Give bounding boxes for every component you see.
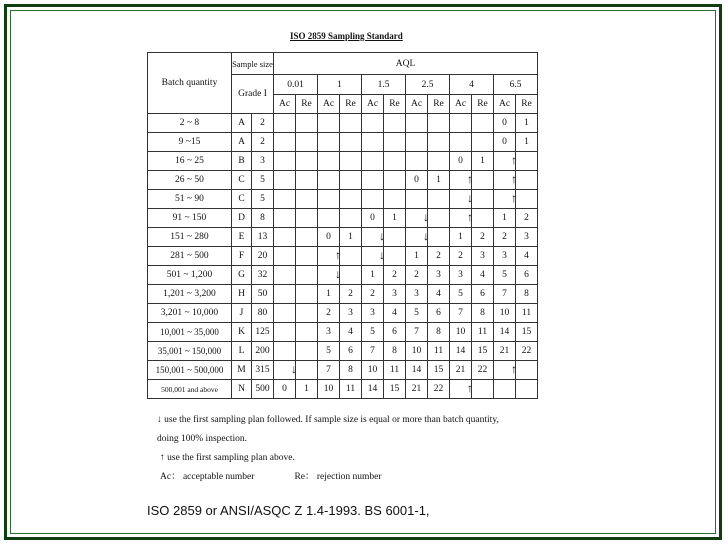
ac-cell bbox=[318, 114, 340, 133]
ac-cell bbox=[494, 152, 516, 171]
sample-size-cell: 315 bbox=[252, 361, 274, 380]
header-batch-quantity: Batch quantity bbox=[148, 53, 232, 114]
re-cell: 1 bbox=[516, 133, 538, 152]
re-cell: 2 bbox=[340, 285, 362, 304]
header-re: Re bbox=[384, 95, 406, 114]
ac-cell bbox=[406, 190, 428, 209]
re-cell: 1 bbox=[428, 171, 450, 190]
re-cell: 15 bbox=[428, 361, 450, 380]
re-cell: 3 bbox=[340, 304, 362, 323]
sample-size-cell: 80 bbox=[252, 304, 274, 323]
sample-code-cell: J bbox=[232, 304, 252, 323]
sample-size-cell: 500 bbox=[252, 380, 274, 399]
ac-cell: 1 bbox=[450, 228, 472, 247]
aql-level: 4 bbox=[450, 75, 494, 95]
ac-cell bbox=[494, 361, 516, 380]
footer-reference: ISO 2859 or ANSI/ASQC Z 1.4-1993. BS 6001-1, bbox=[147, 503, 430, 518]
ac-cell bbox=[274, 209, 296, 228]
ac-cell bbox=[362, 152, 384, 171]
batch-quantity-cell: 1,201 ~ 3,200 bbox=[148, 285, 232, 304]
re-cell: 11 bbox=[472, 323, 494, 342]
table-row bbox=[148, 323, 538, 342]
batch-quantity-cell: 16 ~ 25 bbox=[148, 152, 232, 171]
re-cell: 2 bbox=[384, 266, 406, 285]
re-cell bbox=[296, 342, 318, 361]
table-row bbox=[148, 171, 538, 190]
re-cell: 1 bbox=[384, 209, 406, 228]
sample-size-cell: 125 bbox=[252, 323, 274, 342]
re-cell bbox=[516, 171, 538, 190]
re-cell bbox=[516, 361, 538, 380]
header-ac: Ac bbox=[406, 95, 428, 114]
re-definition: Re： rejection number bbox=[294, 472, 382, 482]
ac-cell: 5 bbox=[494, 266, 516, 285]
re-cell: 2 bbox=[472, 228, 494, 247]
header-ac: Ac bbox=[274, 95, 296, 114]
table-row bbox=[148, 342, 538, 361]
ac-cell bbox=[494, 190, 516, 209]
re-cell bbox=[516, 190, 538, 209]
re-cell: 6 bbox=[516, 266, 538, 285]
ac-cell: 2 bbox=[406, 266, 428, 285]
re-cell bbox=[340, 133, 362, 152]
re-cell bbox=[472, 209, 494, 228]
re-cell bbox=[384, 228, 406, 247]
sample-size-cell: 50 bbox=[252, 285, 274, 304]
sample-size-cell: 20 bbox=[252, 247, 274, 266]
re-cell bbox=[428, 228, 450, 247]
ac-cell bbox=[450, 171, 472, 190]
up-arrow-icon: ↑ bbox=[511, 362, 517, 376]
up-arrow-icon: ↑ bbox=[467, 172, 473, 186]
re-cell bbox=[296, 190, 318, 209]
re-cell: 4 bbox=[472, 266, 494, 285]
re-cell: 4 bbox=[428, 285, 450, 304]
re-cell bbox=[340, 114, 362, 133]
ac-cell bbox=[450, 209, 472, 228]
ac-cell bbox=[274, 114, 296, 133]
sample-code-cell: B bbox=[232, 152, 252, 171]
ac-cell: 3 bbox=[362, 304, 384, 323]
re-cell: 1 bbox=[296, 380, 318, 399]
up-arrow-icon: ↑ bbox=[511, 153, 517, 167]
ac-definition: Ac： acceptable number bbox=[160, 472, 255, 482]
re-cell: 22 bbox=[516, 342, 538, 361]
sample-code-cell: G bbox=[232, 266, 252, 285]
ac-cell: 2 bbox=[494, 228, 516, 247]
sample-size-cell: 200 bbox=[252, 342, 274, 361]
batch-quantity-cell: 9 ~15 bbox=[148, 133, 232, 152]
ac-cell: 1 bbox=[494, 209, 516, 228]
sample-code-cell: H bbox=[232, 285, 252, 304]
re-cell: 8 bbox=[428, 323, 450, 342]
re-cell bbox=[384, 114, 406, 133]
ac-cell: 7 bbox=[406, 323, 428, 342]
ac-cell bbox=[450, 133, 472, 152]
ac-cell: 21 bbox=[450, 361, 472, 380]
re-cell bbox=[516, 152, 538, 171]
re-cell bbox=[472, 190, 494, 209]
re-cell bbox=[472, 133, 494, 152]
note-down-arrow-cont: doing 100% inspection. bbox=[157, 434, 247, 444]
re-cell bbox=[296, 133, 318, 152]
re-cell bbox=[340, 171, 362, 190]
ac-cell: 14 bbox=[450, 342, 472, 361]
ac-cell: 2 bbox=[362, 285, 384, 304]
ac-cell bbox=[318, 266, 340, 285]
table-row bbox=[148, 247, 538, 266]
ac-cell: 10 bbox=[362, 361, 384, 380]
re-cell bbox=[384, 171, 406, 190]
sample-code-cell: A bbox=[232, 133, 252, 152]
header-ac: Ac bbox=[362, 95, 384, 114]
re-cell: 8 bbox=[384, 342, 406, 361]
header-re: Re bbox=[472, 95, 494, 114]
sample-code-cell: N bbox=[232, 380, 252, 399]
ac-cell: 5 bbox=[318, 342, 340, 361]
ac-cell bbox=[406, 133, 428, 152]
ac-cell bbox=[494, 380, 516, 399]
ac-cell: 0 bbox=[406, 171, 428, 190]
re-cell: 8 bbox=[516, 285, 538, 304]
ac-cell bbox=[274, 247, 296, 266]
ac-cell: 0 bbox=[362, 209, 384, 228]
sample-size-cell: 3 bbox=[252, 152, 274, 171]
down-arrow-icon: ↓ bbox=[379, 248, 385, 262]
re-cell bbox=[428, 152, 450, 171]
ac-cell: 0 bbox=[318, 228, 340, 247]
ac-cell bbox=[362, 247, 384, 266]
re-cell: 1 bbox=[472, 152, 494, 171]
sample-code-cell: C bbox=[232, 190, 252, 209]
batch-quantity-cell: 2 ~ 8 bbox=[148, 114, 232, 133]
re-cell: 8 bbox=[340, 361, 362, 380]
sample-size-cell: 32 bbox=[252, 266, 274, 285]
aql-level: 1 bbox=[318, 75, 362, 95]
ac-cell: 2 bbox=[450, 247, 472, 266]
re-cell: 3 bbox=[472, 247, 494, 266]
ac-cell bbox=[274, 342, 296, 361]
batch-quantity-cell: 281 ~ 500 bbox=[148, 247, 232, 266]
re-cell bbox=[296, 266, 318, 285]
ac-cell bbox=[318, 133, 340, 152]
ac-cell bbox=[318, 247, 340, 266]
ac-cell: 10 bbox=[494, 304, 516, 323]
re-cell bbox=[428, 209, 450, 228]
sample-code-cell: K bbox=[232, 323, 252, 342]
ac-cell bbox=[318, 190, 340, 209]
re-cell: 1 bbox=[340, 228, 362, 247]
re-cell: 8 bbox=[472, 304, 494, 323]
re-cell bbox=[384, 247, 406, 266]
re-cell: 4 bbox=[516, 247, 538, 266]
table-row bbox=[148, 133, 538, 152]
ac-cell bbox=[362, 190, 384, 209]
aql-level: 1.5 bbox=[362, 75, 406, 95]
sample-size-cell: 5 bbox=[252, 171, 274, 190]
sampling-table bbox=[147, 52, 538, 399]
down-arrow-icon: ↓ bbox=[423, 210, 429, 224]
batch-quantity-cell: 26 ~ 50 bbox=[148, 171, 232, 190]
ac-cell bbox=[362, 171, 384, 190]
up-arrow-icon: ↑ bbox=[335, 248, 341, 262]
sample-code-cell: A bbox=[232, 114, 252, 133]
aql-level: 0.01 bbox=[274, 75, 318, 95]
ac-cell: 2 bbox=[318, 304, 340, 323]
re-cell bbox=[428, 114, 450, 133]
re-cell bbox=[384, 133, 406, 152]
ac-cell: 7 bbox=[450, 304, 472, 323]
re-cell: 3 bbox=[384, 285, 406, 304]
down-arrow-icon: ↓ bbox=[423, 229, 429, 243]
ac-cell: 0 bbox=[494, 133, 516, 152]
ac-cell: 10 bbox=[318, 380, 340, 399]
re-cell bbox=[384, 190, 406, 209]
ac-cell bbox=[450, 380, 472, 399]
ac-cell: 14 bbox=[494, 323, 516, 342]
header-ac: Ac bbox=[318, 95, 340, 114]
re-cell bbox=[472, 380, 494, 399]
ac-cell: 14 bbox=[362, 380, 384, 399]
re-cell bbox=[296, 361, 318, 380]
ac-cell bbox=[494, 171, 516, 190]
re-cell: 6 bbox=[384, 323, 406, 342]
re-cell: 15 bbox=[516, 323, 538, 342]
header-re: Re bbox=[428, 95, 450, 114]
header-grade: Grade I bbox=[232, 75, 274, 114]
sample-code-cell: D bbox=[232, 209, 252, 228]
re-cell: 3 bbox=[516, 228, 538, 247]
header-ac: Ac bbox=[450, 95, 472, 114]
re-cell: 6 bbox=[428, 304, 450, 323]
re-cell: 15 bbox=[384, 380, 406, 399]
ac-cell: 21 bbox=[494, 342, 516, 361]
ac-cell bbox=[274, 285, 296, 304]
ac-cell: 1 bbox=[318, 285, 340, 304]
table-title: ISO 2859 Sampling Standard bbox=[290, 31, 403, 41]
re-cell bbox=[384, 152, 406, 171]
re-cell: 22 bbox=[472, 361, 494, 380]
re-cell bbox=[340, 190, 362, 209]
re-cell bbox=[340, 247, 362, 266]
re-cell: 4 bbox=[384, 304, 406, 323]
ac-cell bbox=[362, 114, 384, 133]
ac-cell: 3 bbox=[406, 285, 428, 304]
ac-cell bbox=[318, 152, 340, 171]
legend-notes bbox=[157, 411, 499, 487]
re-cell bbox=[428, 190, 450, 209]
re-cell: 1 bbox=[516, 114, 538, 133]
ac-cell bbox=[318, 209, 340, 228]
table-row bbox=[148, 114, 538, 133]
ac-cell: 5 bbox=[362, 323, 384, 342]
header-aql: AQL bbox=[274, 53, 538, 75]
re-cell bbox=[296, 228, 318, 247]
ac-cell bbox=[274, 304, 296, 323]
re-cell bbox=[340, 209, 362, 228]
ac-cell: 7 bbox=[494, 285, 516, 304]
ac-cell bbox=[450, 114, 472, 133]
re-cell bbox=[296, 247, 318, 266]
up-arrow-icon: ↑ bbox=[511, 172, 517, 186]
ac-cell: 7 bbox=[318, 361, 340, 380]
up-arrow-icon: ↑ bbox=[160, 453, 165, 463]
ac-cell bbox=[274, 133, 296, 152]
sample-code-cell: L bbox=[232, 342, 252, 361]
batch-quantity-cell: 35,001 ~ 150,000 bbox=[148, 342, 232, 361]
ac-cell: 0 bbox=[274, 380, 296, 399]
re-cell: 3 bbox=[428, 266, 450, 285]
down-arrow-icon: ↓ bbox=[379, 229, 385, 243]
table-row bbox=[148, 304, 538, 323]
table-row bbox=[148, 152, 538, 171]
ac-cell: 10 bbox=[406, 342, 428, 361]
batch-quantity-cell: 150,001 ~ 500,000 bbox=[148, 361, 232, 380]
ac-cell: 0 bbox=[494, 114, 516, 133]
re-cell: 11 bbox=[340, 380, 362, 399]
re-cell: 4 bbox=[340, 323, 362, 342]
ac-cell: 7 bbox=[362, 342, 384, 361]
ac-cell bbox=[274, 171, 296, 190]
header-re: Re bbox=[296, 95, 318, 114]
ac-cell: 3 bbox=[318, 323, 340, 342]
ac-cell bbox=[274, 228, 296, 247]
header-ac: Ac bbox=[494, 95, 516, 114]
re-cell bbox=[296, 285, 318, 304]
sample-size-cell: 5 bbox=[252, 190, 274, 209]
sample-code-cell: E bbox=[232, 228, 252, 247]
sample-code-cell: C bbox=[232, 171, 252, 190]
down-arrow-icon: ↓ bbox=[335, 267, 341, 281]
batch-quantity-cell: 51 ~ 90 bbox=[148, 190, 232, 209]
up-arrow-icon: ↑ bbox=[467, 210, 473, 224]
table-row bbox=[148, 209, 538, 228]
re-cell bbox=[296, 152, 318, 171]
ac-cell: 3 bbox=[494, 247, 516, 266]
batch-quantity-cell: 501 ~ 1,200 bbox=[148, 266, 232, 285]
ac-cell bbox=[362, 133, 384, 152]
ac-cell bbox=[318, 171, 340, 190]
batch-quantity-cell: 3,201 ~ 10,000 bbox=[148, 304, 232, 323]
re-cell: 2 bbox=[516, 209, 538, 228]
ac-cell: 10 bbox=[450, 323, 472, 342]
up-arrow-icon: ↑ bbox=[511, 191, 517, 205]
header-re: Re bbox=[340, 95, 362, 114]
header-re: Re bbox=[516, 95, 538, 114]
aql-level: 6.5 bbox=[494, 75, 538, 95]
table-row bbox=[148, 380, 538, 399]
header-sample-size: Sample size bbox=[232, 53, 274, 75]
batch-quantity-cell: 500,001 and above bbox=[148, 380, 232, 399]
ac-cell: 5 bbox=[450, 285, 472, 304]
ac-cell bbox=[274, 323, 296, 342]
re-cell: 11 bbox=[516, 304, 538, 323]
re-cell bbox=[296, 323, 318, 342]
sample-size-cell: 2 bbox=[252, 114, 274, 133]
ac-cell: 5 bbox=[406, 304, 428, 323]
re-cell: 6 bbox=[340, 342, 362, 361]
ac-cell bbox=[274, 361, 296, 380]
down-arrow-icon: ↓ bbox=[291, 362, 297, 376]
sample-size-cell: 8 bbox=[252, 209, 274, 228]
re-cell: 11 bbox=[428, 342, 450, 361]
aql-level: 2.5 bbox=[406, 75, 450, 95]
ac-cell bbox=[406, 228, 428, 247]
table-row bbox=[148, 190, 538, 209]
ac-cell: 0 bbox=[450, 152, 472, 171]
down-arrow-icon: ↓ bbox=[467, 191, 473, 205]
batch-quantity-cell: 151 ~ 280 bbox=[148, 228, 232, 247]
table-row bbox=[148, 361, 538, 380]
table-row bbox=[148, 228, 538, 247]
re-cell: 11 bbox=[384, 361, 406, 380]
sample-size-cell: 13 bbox=[252, 228, 274, 247]
ac-cell: 1 bbox=[362, 266, 384, 285]
ac-cell bbox=[406, 114, 428, 133]
ac-cell bbox=[274, 190, 296, 209]
re-cell bbox=[340, 266, 362, 285]
table-row bbox=[148, 285, 538, 304]
re-cell bbox=[296, 304, 318, 323]
note-up-arrow: use the first sampling plan above. bbox=[167, 453, 295, 463]
re-cell bbox=[340, 152, 362, 171]
table-row bbox=[148, 266, 538, 285]
re-cell bbox=[516, 380, 538, 399]
note-down-arrow: use the first sampling plan followed. If sample size is equal or more than batch quantity, bbox=[164, 415, 499, 425]
ac-cell bbox=[274, 266, 296, 285]
re-cell bbox=[472, 171, 494, 190]
ac-cell: 3 bbox=[450, 266, 472, 285]
re-cell bbox=[428, 133, 450, 152]
down-arrow-icon: ↓ bbox=[157, 415, 162, 425]
sample-code-cell: F bbox=[232, 247, 252, 266]
re-cell: 15 bbox=[472, 342, 494, 361]
ac-cell bbox=[274, 152, 296, 171]
batch-quantity-cell: 91 ~ 150 bbox=[148, 209, 232, 228]
re-cell bbox=[296, 171, 318, 190]
ac-cell bbox=[450, 190, 472, 209]
re-cell bbox=[296, 114, 318, 133]
ac-cell: 21 bbox=[406, 380, 428, 399]
ac-cell bbox=[406, 152, 428, 171]
ac-cell bbox=[362, 228, 384, 247]
ac-cell: 1 bbox=[406, 247, 428, 266]
up-arrow-icon: ↑ bbox=[467, 381, 473, 395]
sample-size-cell: 2 bbox=[252, 133, 274, 152]
sample-code-cell: M bbox=[232, 361, 252, 380]
re-cell: 6 bbox=[472, 285, 494, 304]
re-cell: 22 bbox=[428, 380, 450, 399]
re-cell bbox=[296, 209, 318, 228]
re-cell: 2 bbox=[428, 247, 450, 266]
ac-cell bbox=[406, 209, 428, 228]
batch-quantity-cell: 10,001 ~ 35,000 bbox=[148, 323, 232, 342]
re-cell bbox=[472, 114, 494, 133]
ac-cell: 14 bbox=[406, 361, 428, 380]
